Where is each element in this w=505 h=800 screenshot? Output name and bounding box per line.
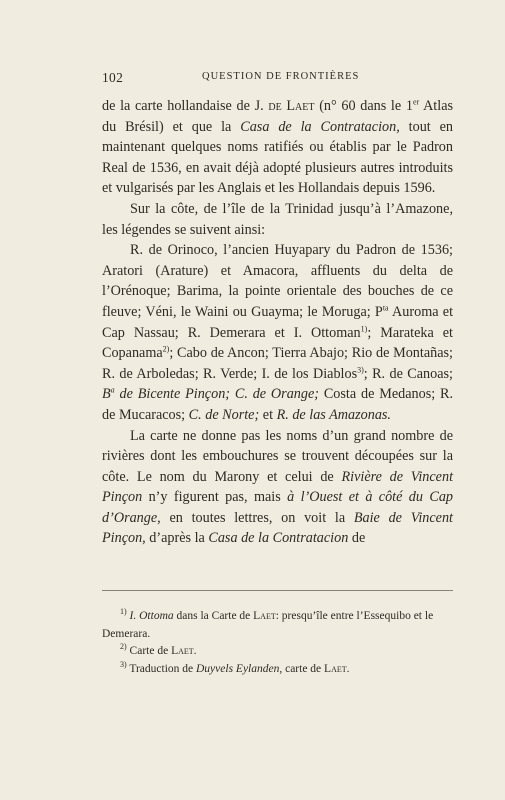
footnote-ref-3: 3) xyxy=(357,364,364,374)
superscript: a xyxy=(110,385,115,395)
text-run: n’y figurent pas, mais xyxy=(148,489,281,506)
text-run: de la carte hollandaise de J. xyxy=(102,98,264,114)
paragraph-2: Sur la côte, de l’île de la Trinidad jusqu’à l’Amazone, les légendes se suivent ainsi: xyxy=(102,200,453,238)
text-run: Carte de xyxy=(129,645,169,657)
italic-run: Duyvels Eylanden, xyxy=(196,662,283,675)
italic-run: à l’Ouest et à côté du Cap d’Orange, xyxy=(102,489,454,526)
text-run: d’après la xyxy=(149,530,205,547)
text-run: Costa de Medanos; R. de Mucaracos; xyxy=(102,386,454,423)
text-run: B xyxy=(102,386,111,403)
paragraph-1 xyxy=(102,96,453,199)
text-run: de Bicente Pinçon; C. de Orange; xyxy=(119,386,319,403)
text-run: . xyxy=(193,645,197,657)
author-name: de Laet xyxy=(268,98,315,114)
text-run: : presqu’île entre l’Essequibo et le Demerara. xyxy=(102,610,434,640)
footnote-1 xyxy=(102,608,453,643)
footnotes xyxy=(102,608,453,678)
text-run: . xyxy=(346,662,350,675)
italic-run: Casa de la Contratacion xyxy=(208,530,349,547)
text-run: ; Marateka et Copanama xyxy=(102,324,453,362)
footnote-ref-2: 2) xyxy=(162,344,170,354)
text-run: Traduction de xyxy=(129,662,194,675)
footnote-divider xyxy=(102,590,453,591)
footnote-3 xyxy=(102,661,453,679)
footnote-2 xyxy=(102,643,453,661)
italic-run: R. de las Amazonas. xyxy=(276,406,391,423)
footnote-mark: 3) xyxy=(120,659,127,669)
paragraph-4 xyxy=(102,426,453,550)
text-run: tout en maintenant quelques noms ratifiés ou établis par le Padron Real de 1536, en avait déjà adopté plusieurs autres introduits et vulgarisés par les Anglais et les Hollandais depuis 1596. xyxy=(102,118,454,197)
text-run: carte de xyxy=(285,662,322,675)
text-run: La carte ne donne pas les noms d’un grand nombre de rivières dont les embouchures se trouvent découpées sur la côte. Le nom du Marony et celui de xyxy=(102,427,453,485)
text-run: (n° 60 dans le 1 xyxy=(319,98,413,114)
footnote-mark: 2) xyxy=(120,642,127,652)
text-run: Atlas du Brésil) et que la xyxy=(102,98,454,135)
italic-run: C. de Norte; xyxy=(188,406,260,423)
paragraph-3 xyxy=(102,240,453,425)
footnote-ref-1: 1) xyxy=(360,323,368,333)
footnote-mark: 1) xyxy=(120,607,127,617)
author-name: Laet xyxy=(171,645,194,657)
text-run: en toutes lettres, on voit la xyxy=(169,509,346,526)
author-name: Laet xyxy=(253,610,276,622)
running-title: QUESTION DE FRONTIÈRES xyxy=(202,71,360,82)
text-run: ; R. de Canoas; xyxy=(363,365,453,382)
italic-run xyxy=(102,386,319,402)
italic-run: I. Ottoma xyxy=(129,610,174,622)
italic-title: Casa de la Contratacion, xyxy=(240,118,400,135)
text-run: R. de Orinoco, l’ancien Huyapary du Padron de 1536; Aratori (Arature) et Amacora, affluents du delta de l’Orénoque; Barima, la pointe orientale des bouches de ce fleuve; Véni, le Waini ou Guayma; le Moruga; P xyxy=(102,242,453,320)
text-run: Auroma et Cap Nassau; R. Demerara et I. Ottoman xyxy=(102,303,454,341)
italic-run: Baie de Vincent Pinçon, xyxy=(102,509,453,547)
superscript: er xyxy=(412,97,420,107)
text-run: dans la Carte de xyxy=(176,610,251,622)
text-run: de xyxy=(351,530,366,547)
italic-run: Rivière de Vincent Pinçon xyxy=(102,468,454,506)
page-number: 102 xyxy=(102,70,124,85)
text-run: ; Cabo de Ancon; Tierra Abajo; Rio de Montañas; R. de Arboledas; R. Verde; I. de los Diablos xyxy=(102,345,453,382)
text-run: et xyxy=(262,406,274,423)
body-text xyxy=(102,96,453,549)
page-header xyxy=(102,70,449,88)
superscript: ta xyxy=(382,303,389,313)
author-name: Laet xyxy=(324,662,347,675)
